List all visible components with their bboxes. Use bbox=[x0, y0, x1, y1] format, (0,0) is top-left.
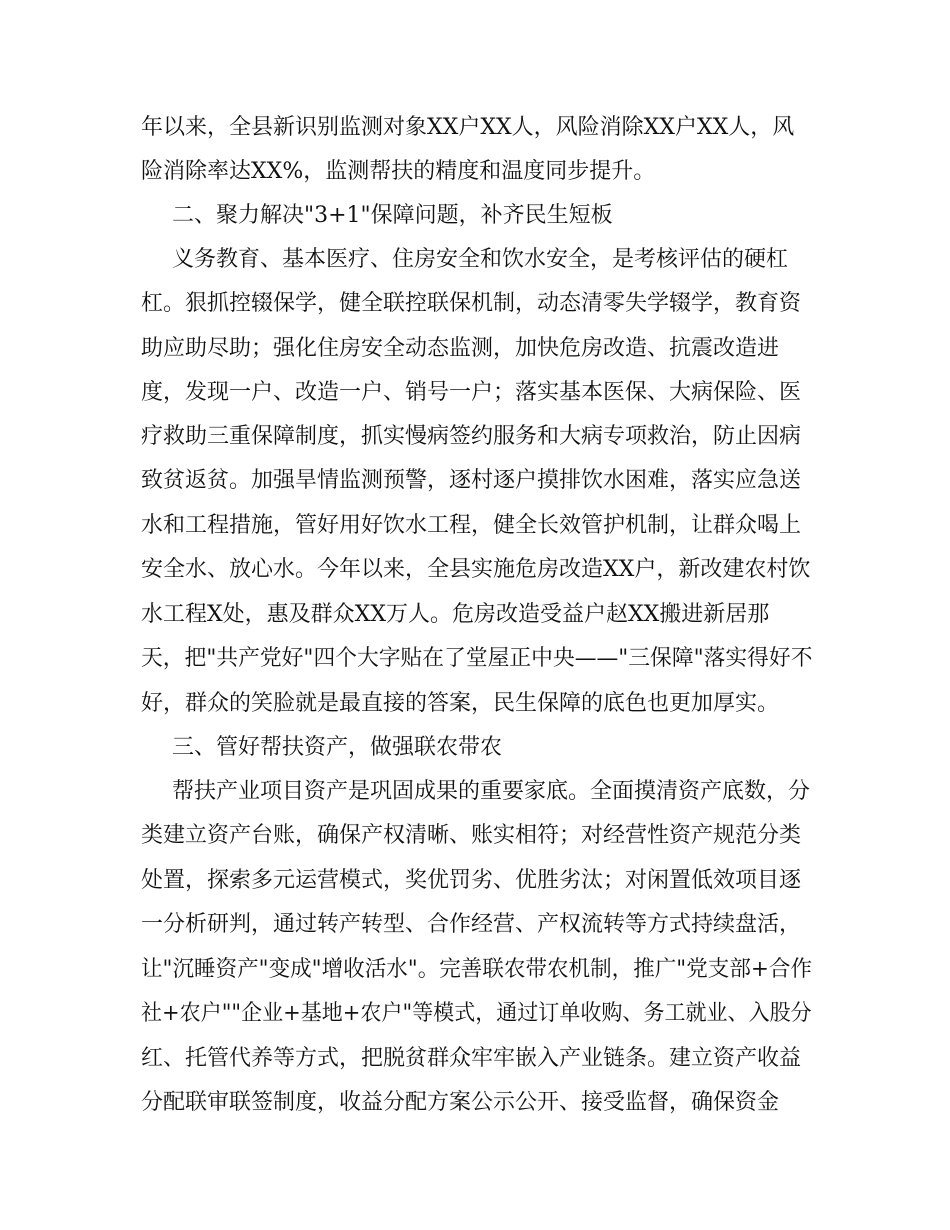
paragraph-line: 分配联审联签制度，收益分配方案公示公开、接受监督，确保资金 bbox=[141, 1090, 780, 1115]
paragraph-line: 帮扶产业项目资产是巩固成果的重要家底。全面摸清资产底数，分 bbox=[172, 779, 811, 804]
paragraph-line: 一分析研判，通过转产转型、合作经营、产权流转等方式持续盘活， bbox=[141, 912, 802, 937]
paragraph-line: 类建立资产台账，确保产权清晰、账实相符；对经营性资产规范分类 bbox=[141, 823, 802, 848]
paragraph-line: 天，把"共产党好"四个大字贴在了堂屋正中央——"三保障"落实得好不 bbox=[141, 646, 813, 671]
paragraph-line: 致贫返贫。加强旱情监测预警，逐村逐户摸排饮水困难，落实应急送 bbox=[141, 468, 802, 493]
section-heading: 三、管好帮扶资产，做强联农带农 bbox=[172, 735, 503, 760]
paragraph-line: 险消除率达XX%，监测帮扶的精度和温度同步提升。 bbox=[141, 159, 656, 184]
paragraph-line: 助应助尽助；强化住房安全动态监测，加快危房改造、抗震改造进 bbox=[141, 336, 780, 361]
paragraph-line: 年以来，全县新识别监测对象XX户XX人，风险消除XX户XX人，风 bbox=[141, 115, 795, 140]
paragraph-line: 杠。狠抓控辍保学，健全联控联保机制，动态清零失学辍学，教育资 bbox=[141, 291, 802, 316]
paragraph-line: 疗救助三重保障制度，抓实慢病签约服务和大病专项救治，防止因病 bbox=[141, 424, 802, 449]
paragraph-line: 红、托管代养等方式，把脱贫群众牢牢嵌入产业链条。建立资产收益 bbox=[141, 1046, 802, 1071]
paragraph-line: 度，发现一户、改造一户、销号一户；落实基本医保、大病保险、医 bbox=[141, 380, 802, 405]
paragraph-line: 义务教育、基本医疗、住房安全和饮水安全，是考核评估的硬杠 bbox=[172, 247, 789, 272]
paragraph-line: 让"沉睡资产"变成"增收活水"。完善联农带农机制，推广"党支部+合作 bbox=[141, 957, 813, 982]
paragraph-line: 安全水、放心水。今年以来，全县实施危房改造XX户，新改建农村饮 bbox=[141, 557, 811, 582]
paragraph-line: 好，群众的笑脸就是最直接的答案，民生保障的底色也更加厚实。 bbox=[141, 691, 780, 716]
section-heading: 二、聚力解决"3+1"保障问题，补齐民生短板 bbox=[172, 203, 613, 228]
paragraph-line: 水和工程措施，管好用好饮水工程，健全长效管护机制，让群众喝上 bbox=[141, 513, 802, 538]
paragraph-line: 水工程X处，惠及群众XX万人。危房改造受益户赵XX搬进新居那 bbox=[141, 602, 770, 627]
paragraph-line: 处置，探索多元运营模式，奖优罚劣、优胜劣汰；对闲置低效项目逐 bbox=[141, 868, 802, 893]
paragraph-line: 社+农户""企业+基地+农户"等模式，通过订单收购、务工就业、入股分 bbox=[141, 1001, 812, 1026]
